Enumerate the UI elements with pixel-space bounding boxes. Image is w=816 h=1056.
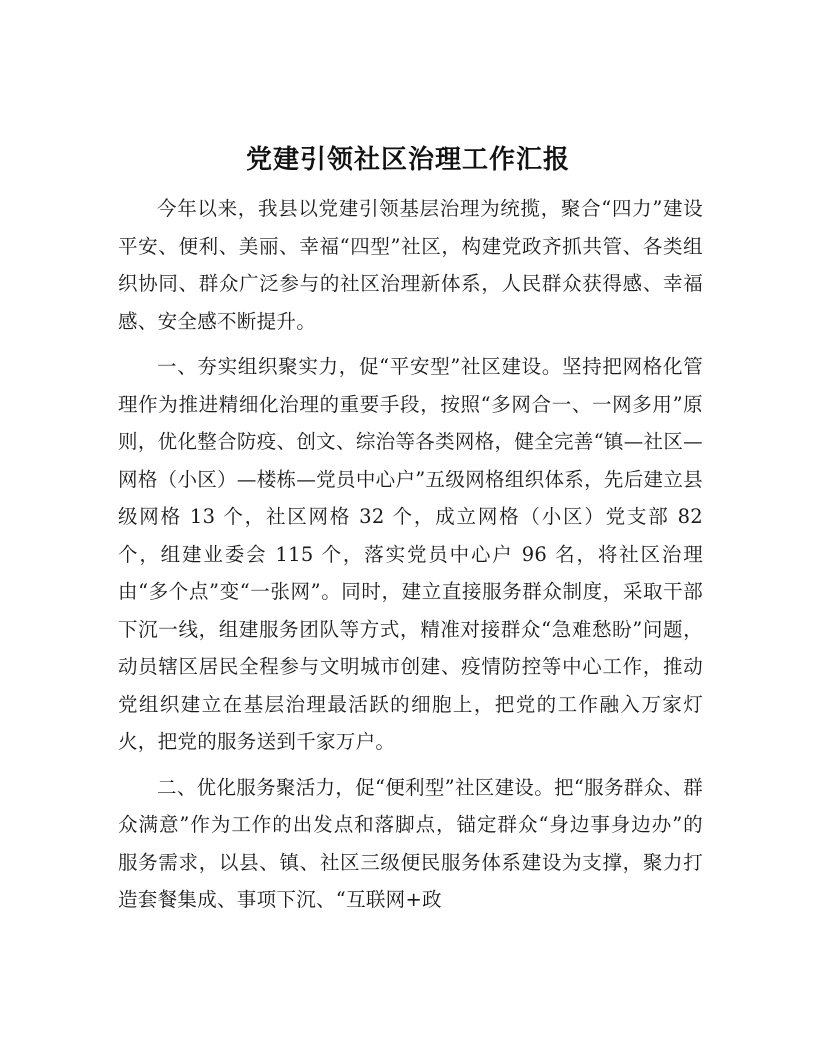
paragraph-section-2: 二、优化服务聚活力，促“便利型”社区建设。把“服务群众、群众满意”作为工作的出发点和落脚点，锚定群众“身边事身边办”的服务需求，以县、镇、社区三级便民服务体系建设为支撑，聚力打造套餐集成、事项下沉、“互联网+政 <box>118 775 703 911</box>
document-title: 党建引领社区治理工作汇报 <box>245 145 570 175</box>
document-body <box>118 190 703 927</box>
paragraph-intro: 今年以来，我县以党建引领基层治理为统揽，聚合“四力”建设平安、便利、美丽、幸福“四型”社区，构建党政齐抓共管、各类组织协同、群众广泛参与的社区治理新体系，人民群众获得感、幸福感、安全感不断提升。 <box>118 197 703 333</box>
paragraph-section-1: 一、夯实组织聚实力，促“平安型”社区建设。坚持把网格化管理作为推进精细化治理的重要手段，按照“多网合一、一网多用”原则，优化整合防疫、创文、综治等各类网格，健全完善“镇—社区—网格（小区）—楼栋—党员中心户”五级网格组织体系，先后建立县级网格 13 个，社区网格 32 个，成立网格（小区）党支部 82 个，组建业委会 115 个，落实党员中心户 96 名，将社区治理由“多个点”变“一张网”。同时，建立直接服务群众制度，采取干部下沉一线，组建服务团队等方式，精准对接群众“急难愁盼”问题，动员辖区居民全程参与文明城市创建、疫情防控等中心工作，推动党组织建立在基层治理最活跃的细胞上，把党的工作融入万家灯火，把党的服务送到千家万户。 <box>118 355 703 753</box>
